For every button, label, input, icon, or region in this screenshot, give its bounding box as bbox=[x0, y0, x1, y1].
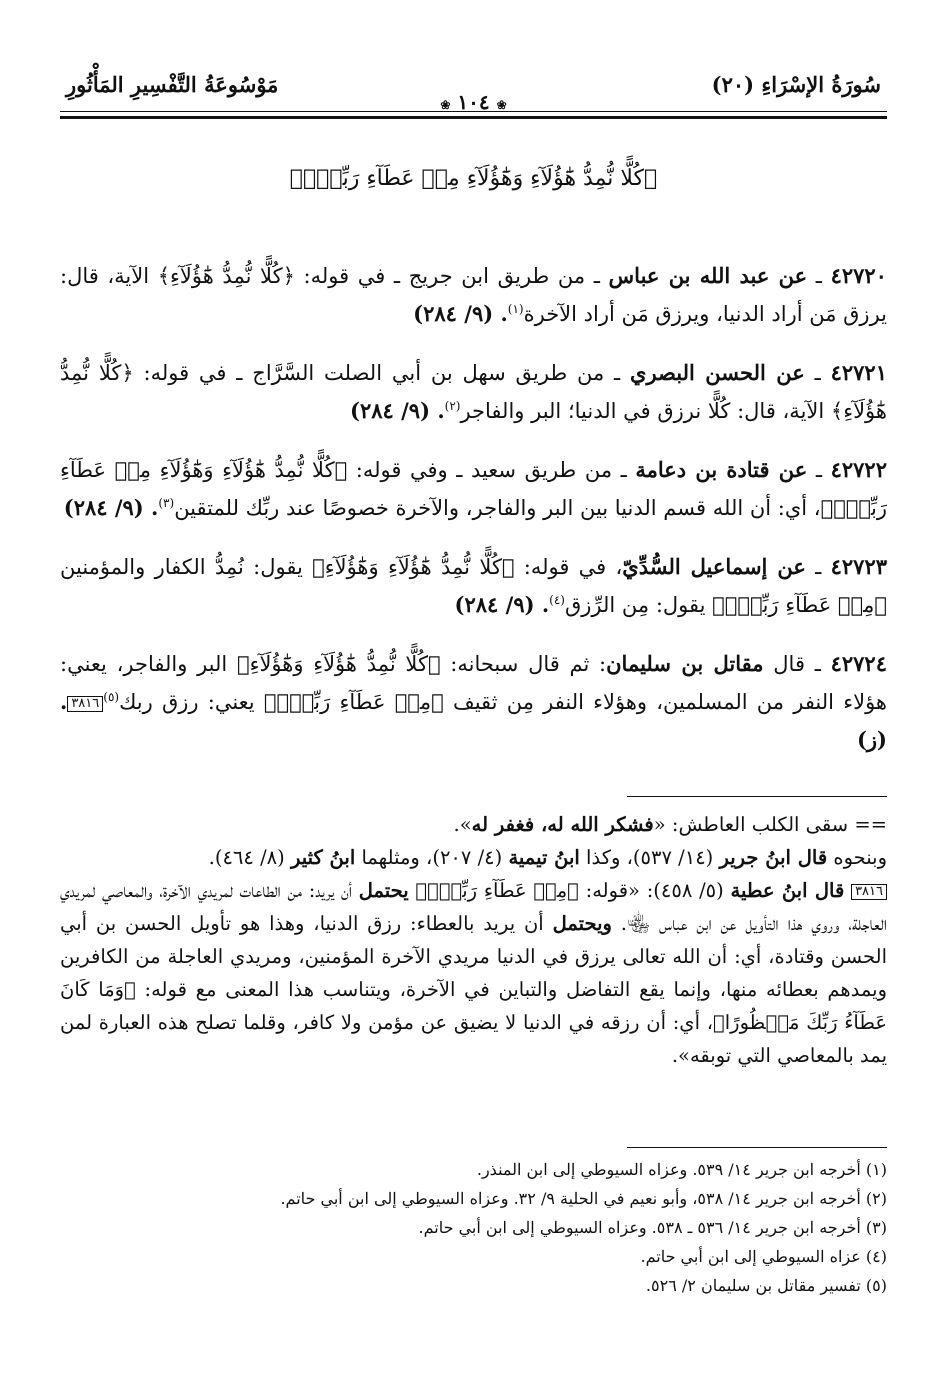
footnote: (٣) أخرجه ابن جرير ١٤/ ٥٣٦ ـ ٥٣٨. وعزاه السيوطي إلى ابن أبي حاتم. bbox=[418, 1218, 887, 1237]
narration-number: ٤٢٧٢٣ bbox=[830, 554, 888, 579]
footnote-ref[interactable]: (٤) bbox=[549, 593, 565, 607]
footnote: (٥) تفسير مقاتل بن سليمان ٢/ ٥٢٦. bbox=[645, 1276, 887, 1295]
source-citation: . (٩/ ٢٨٤) bbox=[454, 592, 550, 617]
commentary-number-box: ٣٨١٦ bbox=[851, 884, 887, 900]
source-citation: . (٩/ ٢٨٤) bbox=[413, 301, 508, 326]
footnote-ref[interactable]: (٢) bbox=[444, 399, 461, 413]
narrator-name: مقاتل بن سليمان bbox=[606, 651, 764, 676]
header-rule-thin bbox=[60, 111, 887, 112]
narration-number: ٤٢٧٢٤ bbox=[830, 651, 887, 676]
note-quote: فشكر الله له، فغفر له bbox=[471, 813, 654, 836]
narrator-name: عن إسماعيل السُّدِّيّ bbox=[622, 554, 806, 579]
narration-number: ٤٢٧٢٠ bbox=[830, 263, 887, 288]
footnotes-separator bbox=[627, 1147, 887, 1148]
source-citation: . (ز) bbox=[60, 689, 887, 752]
commentary-notes bbox=[60, 808, 887, 1072]
narration-entry: ٤٢٧٢٣ ـ عن إسماعيل السُّدِّيّ، في قوله: ﴿كُلًّا نُّمِدُّ هَٰٓؤُلَآءِ وَهَٰٓؤُلَآءِ﴾ يقول: نُمِدُّ الكفار والمؤمنين ﴿مِنۡ عَطَآءِ رَبِّكَۚ﴾ يقول: مِن الرِّزق$^{(٤)}$. (٩/ ٢٨٤) bbox=[60, 554, 888, 617]
narration-number: ٤٢٧٢٢ bbox=[830, 457, 887, 482]
ornament-left-icon: ❀ bbox=[496, 98, 507, 112]
narration-entry: ٤٢٧٢٠ ـ عن عبد الله بن عباس ـ من طريق ابن جريج ـ في قوله: ﴿كُلًّا نُّمِدُّ هَٰٓؤُلَآءِ﴾ الآية، قال: يرزق مَن أراد الدنيا، ويرزق مَن أراد الآخرة$^{(١)}$. (٩/ ٢٨٤) bbox=[60, 263, 887, 326]
quran-verse: ﴿كُلًّا نُّمِدُّ هَٰٓؤُلَآءِ وَهَٰٓؤُلَآءِ﴾ bbox=[236, 652, 441, 676]
narration-text: ـ من طريق سهل بن أبي الصلت السَّرَّاج ـ في قوله: bbox=[133, 361, 621, 385]
narration-entry: ٤٢٧٢١ ـ عن الحسن البصري ـ من طريق سهل بن أبي الصلت السَّرَّاج ـ في قوله: ﴿كُلًّا نُّمِدُّ هَٰٓؤُلَآءِ﴾ الآية، قال: كُلًّا نرزق في الدنيا؛ البر والفاجر$^{(٢)}$. (٩/ ٢٨٤) bbox=[60, 360, 887, 423]
footnote: (١) أخرجه ابن جرير ١٤/ ٥٣٩. وعزاه السيوطي إلى ابن المنذر. bbox=[476, 1160, 887, 1179]
note-paragraph bbox=[60, 874, 887, 1072]
quran-verse: ﴿كُلًّا نُّمِدُّ هَٰٓؤُلَآءِ﴾ bbox=[157, 264, 295, 288]
scholar-name: قال ابنُ عطية bbox=[730, 879, 845, 902]
note-text: وبنحوه bbox=[827, 846, 887, 869]
scholar-name: قال ابنُ جرير bbox=[719, 846, 828, 869]
note-text: (٤/ ٢٠٧)، ومثلهما bbox=[355, 846, 509, 869]
scholar-name: ابنُ تيمية bbox=[508, 846, 580, 869]
quran-verse: ﴿وَمَا كَانَ عَطَآءُ رَبِّكَ مَحۡظُورًا﴾ bbox=[60, 978, 887, 1034]
quran-verse: ﴿كُلًّا نُّمِدُّ هَٰٓؤُلَآءِ﴾ bbox=[60, 361, 887, 423]
narration-text: يقول: مِن الرِّزق bbox=[564, 593, 713, 617]
quran-verse: ﴿مِنۡ عَطَآءِ رَبِّكَۚ﴾ bbox=[712, 593, 887, 617]
note-text: == سقى الكلب العاطش: « bbox=[653, 813, 887, 836]
footnotes bbox=[60, 1155, 887, 1300]
footnote: (٢) أخرجه ابن جرير ١٤/ ٥٣٨، وأبو نعيم في الحلية ٩/ ٣٢. وعزاه السيوطي إلى ابن أبي حاتم. bbox=[280, 1189, 887, 1208]
footnote: (٤) عزاه السيوطي إلى ابن أبي حاتم. bbox=[640, 1247, 887, 1266]
footnote-ref[interactable]: (٥) bbox=[103, 690, 120, 704]
section-verse-heading: ﴿كُلًّا نُّمِدُّ هَٰٓؤُلَآءِ وَهَٰٓؤُلَآءِ مِنۡ عَطَآءِ رَبِّكَۚ﴾ bbox=[289, 166, 658, 191]
commentary-ref-box[interactable]: ٣٨١٦ bbox=[67, 696, 103, 712]
note-keyword: يحتمل bbox=[358, 879, 409, 902]
note-text: (٥/ ٤٥٨): «قوله: bbox=[578, 879, 731, 902]
quran-verse: ﴿مِنۡ عَطَآءِ رَبِّكَۚ﴾ bbox=[415, 879, 579, 902]
page-number: ١٠٤ bbox=[457, 90, 490, 114]
narrator-name: عن قتادة بن دعامة bbox=[635, 457, 808, 482]
narration-text: يقول: نُمِدُّ الكفار والمؤمنين bbox=[60, 555, 313, 579]
narration-text: البر والفاجر، يعني: هؤلاء النفر من المسلمين، وهؤلاء النفر مِن ثقيف bbox=[60, 652, 887, 714]
narration-text: يعني: رزق ربك bbox=[119, 690, 264, 714]
note-text: (١٤/ ٥٣٧)، وكذا bbox=[579, 846, 720, 869]
book-title: مَوْسُوعَةُ التَّفْسِيرِ المَأْثُورِ bbox=[66, 72, 279, 97]
note-text: (٨/ ٤٦٤). bbox=[208, 846, 291, 869]
narration-text: ـ من طريق ابن جريج ـ في قوله: bbox=[294, 264, 600, 288]
narration-text: ـ من طريق سعيد ـ وفي قوله: bbox=[347, 458, 627, 482]
note-keyword: ويحتمل bbox=[552, 912, 612, 935]
narration-entry: ٤٢٧٢٢ ـ عن قتادة بن دعامة ـ من طريق سعيد ـ وفي قوله: ﴿كُلًّا نُّمِدُّ هَٰٓؤُلَآءِ وَهَٰٓؤُلَآءِ مِنۡ عَطَآءِ رَبِّكَۚ﴾، أي: أن الله قسم الدنيا بين البر والفاجر، والآخرة خصوصًا عند ربِّك للمتقين$^{(٣)}$. (٩/ ٢٨٤) bbox=[60, 457, 887, 520]
footnote-ref[interactable]: (٣) bbox=[158, 496, 175, 510]
narration-text: ، أي: أن الله قسم الدنيا بين البر والفاجر، والآخرة خصوصًا عند ربِّك للمتقين bbox=[174, 496, 821, 520]
narration-text: الآية، قال: كُلًّا نرزق في الدنيا؛ البر والفاجر bbox=[460, 399, 831, 423]
surah-title: سُورَةُ الإسْرَاءِ (٢٠) bbox=[711, 72, 881, 97]
note-line bbox=[60, 808, 887, 841]
note-text: أن يريد بالعطاء: رزق الدنيا، وهذا هو تأويل الحسن بن أبي الحسن وقتادة، أي: أن الله تعالى يرزق في الدنيا مريدي الآخرة المؤمنين، ومريدي العاجلة من الكافرين ويمدهم بعطائه منها، وإنما يقع التفاضل والتباين في الآخرة، ويتناسب هذا المعنى مع قوله: bbox=[60, 912, 888, 1001]
narration-entry: ٤٢٧٢٤ ـ قال مقاتل بن سليمان: ثم قال سبحانه: ﴿كُلًّا نُّمِدُّ هَٰٓؤُلَآءِ وَهَٰٓؤُلَآءِ﴾ البر والفاجر، يعني: هؤلاء النفر من المسلمين، وهؤلاء النفر مِن ثقيف ﴿مِنۡ عَطَآءِ رَبِّكَۚ﴾ يعني: رزق ربك$^{(٥)}$٣٨١٦. (ز) bbox=[60, 651, 887, 752]
narration-intro: قال bbox=[773, 652, 805, 676]
quran-verse: ﴿كُلًّا نُّمِدُّ هَٰٓؤُلَآءِ وَهَٰٓؤُلَآءِ﴾ bbox=[312, 555, 515, 579]
commentary-separator bbox=[627, 796, 887, 797]
scholar-name: ابنُ كثير bbox=[290, 846, 356, 869]
ornament-right-icon: ❀ bbox=[440, 98, 451, 112]
narration-text: الآية، قال: يرزق مَن أراد الدنيا، ويرزق مَن أراد الآخرة bbox=[60, 264, 887, 326]
note-text: ، أي: أن رزقه في الدنيا لا يضيق عن مؤمن ولا كافر، وقلما تصلح هذه العبارة لمن يمد بالمعاصي التي توبقه». bbox=[60, 1011, 887, 1067]
narration-text: ، في قوله: bbox=[514, 555, 623, 579]
quran-verse: ﴿كُلًّا نُّمِدُّ هَٰٓؤُلَآءِ وَهَٰٓؤُلَآءِ مِنۡ عَطَآءِ رَبِّكَۚ﴾ bbox=[60, 458, 887, 520]
note-text: أن يريد: من الطاعات لمريدي الآخرة، والمعاصي لمريدي العاجلة، وروي هذا التأويل عن ابن عباس ﵄. bbox=[60, 879, 888, 935]
narrations-list bbox=[60, 236, 887, 766]
source-citation: . (٩/ ٢٨٤) bbox=[63, 495, 159, 520]
narration-number: ٤٢٧٢١ bbox=[830, 360, 887, 385]
narrator-name: عن عبد الله بن عباس bbox=[608, 263, 808, 288]
quran-verse: ﴿مِنۡ عَطَآءِ رَبِّكَۚ﴾ bbox=[263, 690, 444, 714]
footnote-ref[interactable]: (١) bbox=[507, 302, 524, 316]
narrator-name: عن الحسن البصري bbox=[630, 360, 805, 385]
note-text: ». bbox=[453, 813, 472, 836]
narration-text: : ثم قال سبحانه: bbox=[440, 652, 607, 676]
header-rule-thick bbox=[60, 116, 887, 119]
note-line bbox=[60, 841, 887, 874]
source-citation: . (٩/ ٢٨٤) bbox=[350, 398, 445, 423]
